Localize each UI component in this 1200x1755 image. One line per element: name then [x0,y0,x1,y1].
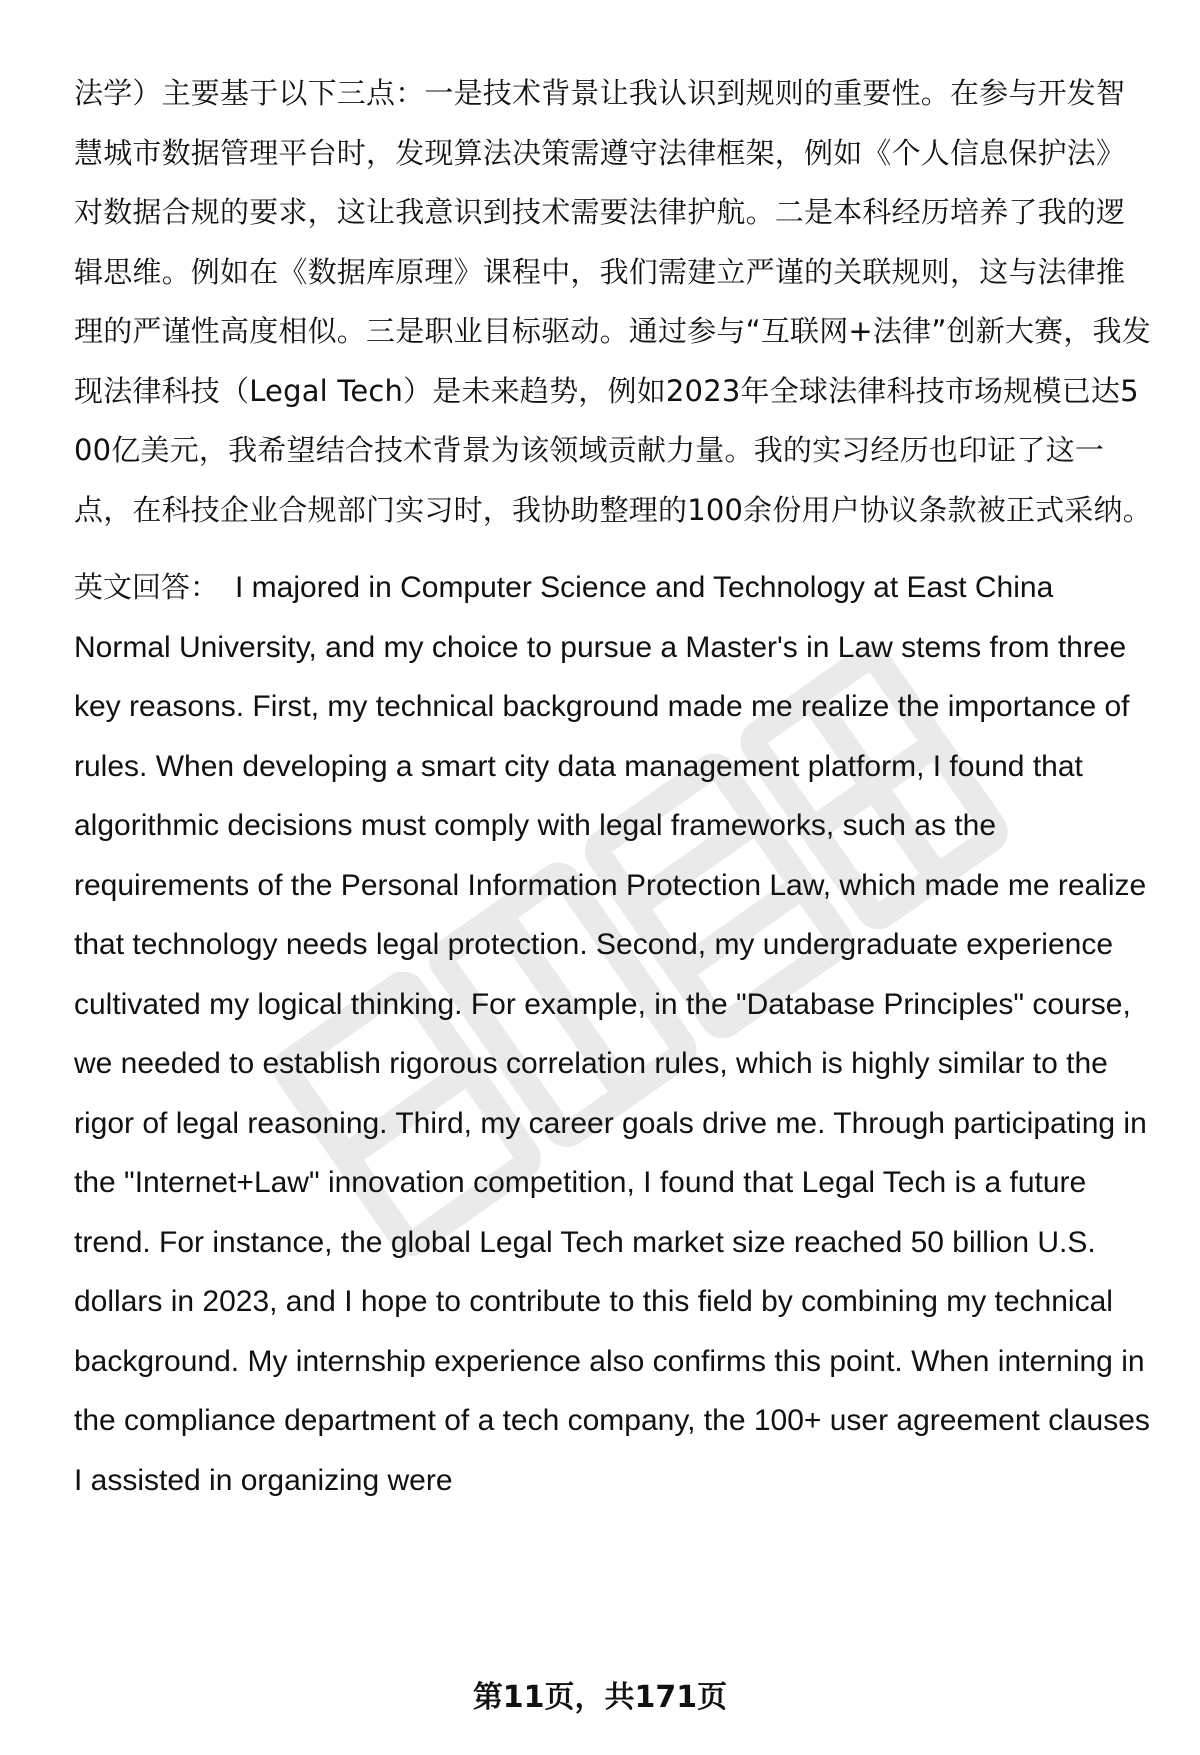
english-answer-text: I majored in Computer Science and Technology at East China Normal University, and my choice to pursue a Master's in Law stems from three key reasons. First, my technical background made me realize the importance of rules. When developing a smart city data management platform, I found that algorithmic decisions must comply with legal frameworks, such as the requirements of the Personal Information Protection Law, which made me realize that technology needs legal protection. Second, my undergraduate experience cultivated my logical thinking. For example, in the "Database Principles" course, we needed to establish rigorous correlation rules, which is highly similar to the rigor of legal reasoning. Third, my career goals drive me. Through participating in the "Internet+Law" innovation competition, I found that Legal Tech is a future trend. For instance, the global Legal Tech market size reached 50 billion U.S. dollars in 2023, and I hope to contribute to this field by combining my technical background. My internship experience also confirms this point. When interning in the compliance department of a tech company, the 100+ user agreement clauses I assisted in organizing were [74,571,1150,1497]
page-number-footer: 第11页，共171页 [472,1680,728,1715]
english-answer-paragraph [74,558,1152,1510]
english-answer-label: 英文回答： [74,570,220,604]
chinese-answer-paragraph: 法学）主要基于以下三点：一是技术背景让我认识到规则的重要性。在参与开发智慧城市数据管理平台时，发现算法决策需遵守法律框架，例如《个人信息保护法》对数据合规的要求，这让我意识到技术需要法律护航。二是本科经历培养了我的逻辑思维。例如在《数据库原理》课程中，我们需建立严谨的关联规则，这与法律推理的严谨性高度相似。三是职业目标驱动。通过参与“互联网+法律”创新大赛，我发现法律科技（Legal Tech）是未来趋势，例如2023年全球法律科技市场规模已达500亿美元，我希望结合技术背景为该领域贡献力量。我的实习经历也印证了这一点，在科技企业合规部门实习时，我协助整理的100余份用户协议条款被正式采纳。 [74,76,1152,527]
document-body [74,64,1152,1510]
